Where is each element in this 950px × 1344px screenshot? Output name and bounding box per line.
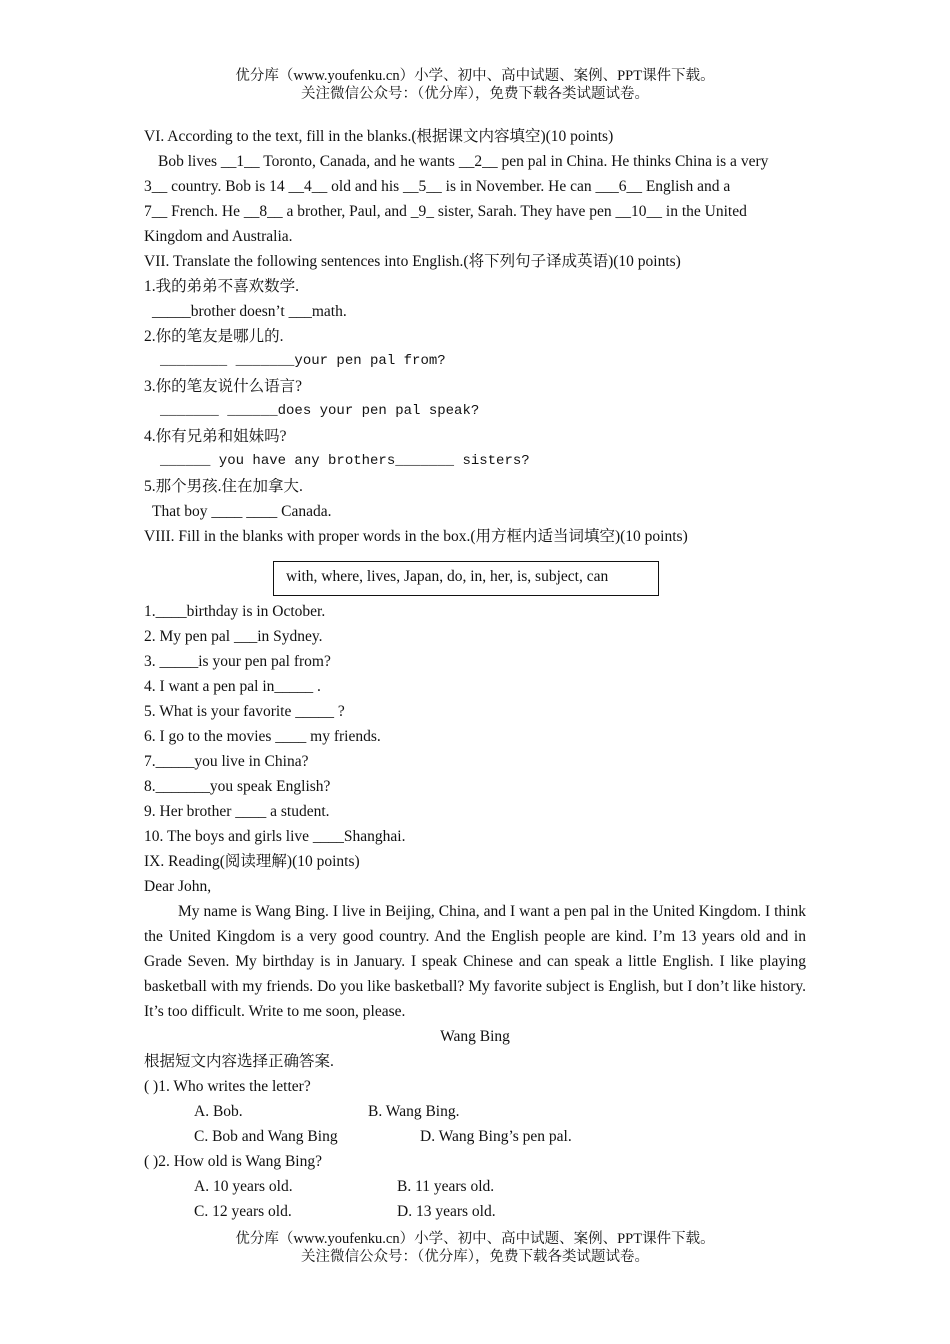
fill-item-3: 3. _____is your pen pal from? [144,653,331,670]
reading-question-2: ( )2. How old is Wang Bing? [144,1153,322,1170]
translate-question-4: 4.你有兄弟和姐妹吗? [144,428,287,445]
section-6-passage-line: Kingdom and Australia. [144,228,293,245]
section-6-passage-line: 3__ country. Bob is 14 __4__ old and his __5__ is in November. He can ___6__ English and a [144,178,731,195]
option-b: B. Wang Bing. [368,1103,460,1120]
letter-signature: Wang Bing [440,1028,510,1045]
header-line-1: 优分库（www.youfenku.cn）小学、初中、高中试题、案例、PPT课件下载。 [235,68,715,84]
reading-instruction: 根据短文内容选择正确答案. [144,1053,334,1070]
section-7-title: VII. Translate the following sentences into English.(将下列句子译成英语)(10 points) [144,253,681,270]
word-box-row [144,549,806,599]
answer-options-row [144,1124,806,1149]
option-a: A. Bob. [194,1103,243,1120]
option-d: D. Wang Bing’s pen pal. [420,1128,572,1145]
translate-answer-5: That boy ____ ____ Canada. [152,503,332,520]
translate-answer-2: ________ _______your pen pal from? [160,353,446,369]
translate-answer-4: ______ you have any brothers_______ sisters? [160,453,530,469]
translate-question-3: 3.你的笔友说什么语言? [144,378,303,395]
option-d: D. 13 years old. [397,1203,496,1220]
fill-item-6: 6. I go to the movies ____ my friends. [144,728,381,745]
option-c: C. 12 years old. [194,1203,292,1220]
fill-item-7: 7._____you live in China? [144,753,309,770]
answer-options-row [144,1099,806,1124]
reading-question-1: ( )1. Who writes the letter? [144,1078,311,1095]
letter-greeting: Dear John, [144,878,212,895]
letter-body: My name is Wang Bing. I live in Beijing, China, and I want a pen pal in the United Kingdom. I think the United Kingdom is a very good country. And the English people are kind. I’m 13 years old and in Grade Seven. My birthday is in January. I speak Chinese and can speak a little English. I like playing basketball with my friends. Do you like basketball? My favorite subject is English, but I don’t like history. It’s too difficult. Write to me soon, please. [144,903,806,1020]
fill-item-10: 10. The boys and girls live ____Shanghai. [144,828,406,845]
page-header [0,67,950,103]
option-c: C. Bob and Wang Bing [194,1128,338,1145]
section-8-title: VIII. Fill in the blanks with proper words in the box.(用方框内适当词填空)(10 points) [144,528,688,545]
footer-line-1: 优分库（www.youfenku.cn）小学、初中、高中试题、案例、PPT课件下载。 [235,1231,715,1247]
fill-item-2: 2. My pen pal ___in Sydney. [144,628,323,645]
section-9-title: IX. Reading(阅读理解)(10 points) [144,853,360,870]
translate-question-1: 1.我的弟弟不喜欢数学. [144,278,300,295]
answer-options-row [144,1199,806,1224]
translate-question-2: 2.你的笔友是哪儿的. [144,328,284,345]
fill-item-1: 1.____birthday is in October. [144,603,326,620]
word-box: with, where, lives, Japan, do, in, her, is, subject, can [273,561,659,596]
section-6-passage-line: Bob lives __1__ Toronto, Canada, and he wants __2__ pen pal in China. He thinks China is a very [158,153,769,170]
worksheet-content [144,124,806,1224]
section-6-title: VI. According to the text, fill in the blanks.(根据课文内容填空)(10 points) [144,128,614,145]
option-b: B. 11 years old. [397,1178,495,1195]
fill-item-4: 4. I want a pen pal in_____ . [144,678,321,695]
fill-item-9: 9. Her brother ____ a student. [144,803,330,820]
fill-item-5: 5. What is your favorite _____ ? [144,703,345,720]
translate-question-5: 5.那个男孩.住在加拿大. [144,478,303,495]
page-footer [0,1230,950,1266]
translate-answer-1: _____brother doesn’t ___math. [152,303,347,320]
header-line-2: 关注微信公众号：（优分库），免费下载各类试题试卷。 [301,86,649,102]
footer-line-2: 关注微信公众号：（优分库），免费下载各类试题试卷。 [301,1249,649,1265]
section-6-passage-line: 7__ French. He __8__ a brother, Paul, and _9_ sister, Sarah. They have pen __10__ in the United [144,203,747,220]
translate-answer-3: _______ ______does your pen pal speak? [160,403,480,419]
fill-item-8: 8._______you speak English? [144,778,331,795]
answer-options-row [144,1174,806,1199]
option-a: A. 10 years old. [194,1178,293,1195]
